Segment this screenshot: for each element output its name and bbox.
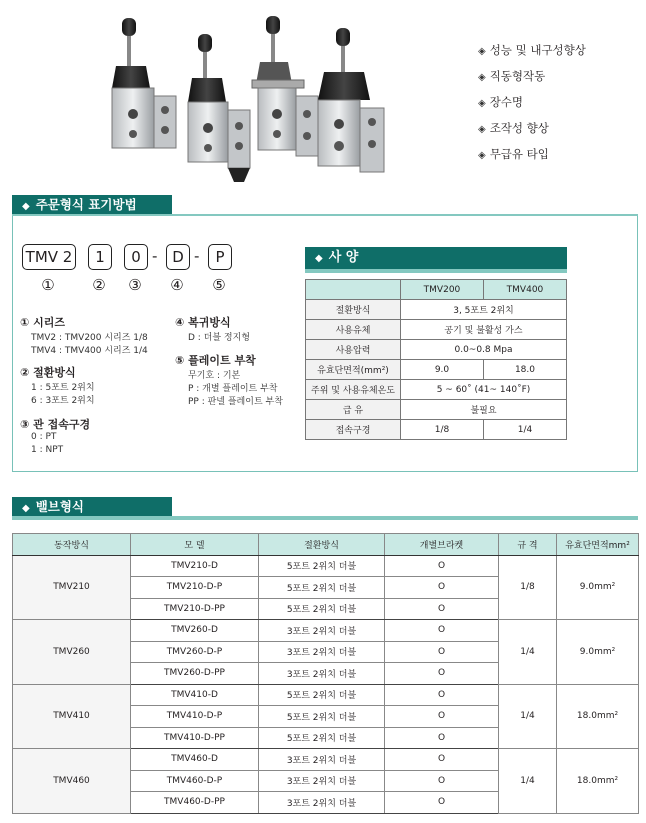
switch-cell: 3포트 2위치 더블 (259, 663, 385, 685)
table-row (13, 620, 639, 642)
switch-cell: 5포트 2위치 더블 (259, 577, 385, 599)
code-part-series: TMV 2 (22, 244, 76, 270)
table-row (13, 555, 639, 577)
table-cell: 0.0~0.8 Mpa (401, 340, 567, 360)
model-cell: TMV410-D (131, 684, 259, 706)
table-row (306, 360, 567, 380)
code-marker: ③ (128, 276, 142, 294)
diamond-icon: ◆ (315, 253, 323, 264)
option-plate-title: ⑤ 플레이트 부착 (175, 354, 256, 367)
option-line: P : 개별 플레이트 부착 (188, 384, 278, 394)
option-line: 0 : PT (31, 432, 57, 442)
table-cell: 3, 5포트 2위치 (401, 300, 567, 320)
table-header-cell: TMV400 (483, 280, 566, 300)
area-cell: 18.0mm² (557, 684, 639, 749)
switch-cell: 5포트 2위치 더블 (259, 727, 385, 749)
switch-cell: 3포트 2위치 더블 (259, 641, 385, 663)
table-cell (306, 280, 401, 300)
table-header-cell: TMV200 (401, 280, 484, 300)
area-cell: 18.0mm² (557, 749, 639, 814)
code-marker: ② (92, 276, 106, 294)
area-cell: 9.0mm² (557, 620, 639, 685)
diamond-icon: ◆ (22, 503, 30, 514)
diamond-icon: ◈ (478, 124, 486, 135)
diamond-icon: ◈ (478, 46, 486, 57)
option-switching-title: ② 절환방식 (20, 366, 76, 379)
code-dash: - (194, 247, 200, 265)
product-photos (100, 10, 390, 190)
feature-list (478, 38, 586, 168)
table-header-cell: 유효단면적mm² (557, 534, 639, 556)
switch-cell: 5포트 2위치 더블 (259, 706, 385, 728)
table-row (13, 749, 639, 771)
model-cell: TMV210-D-PP (131, 598, 259, 620)
switch-cell: 3포트 2위치 더블 (259, 770, 385, 792)
table-row (306, 400, 567, 420)
switch-cell: 5포트 2위치 더블 (259, 598, 385, 620)
bracket-cell: O (385, 598, 499, 620)
bracket-cell: O (385, 792, 499, 814)
table-cell: 18.0 (483, 360, 566, 380)
model-cell: TMV410-D-P (131, 706, 259, 728)
model-cell: TMV260-D (131, 620, 259, 642)
feature-item: ◈ 성능 및 내구성향상 (478, 43, 586, 57)
model-cell: TMV460-D-PP (131, 792, 259, 814)
valve-photo-4 (318, 28, 384, 172)
valve-photo-3 (252, 16, 318, 156)
code-marker: ④ (170, 276, 184, 294)
table-cell: 1/8 (401, 420, 484, 440)
row-label: 접속구경 (306, 420, 401, 440)
size-cell: 1/4 (499, 684, 557, 749)
row-label: 유효단면적(mm²) (306, 360, 401, 380)
diamond-icon: ◆ (22, 201, 30, 212)
bracket-cell: O (385, 620, 499, 642)
row-label: 급 유 (306, 400, 401, 420)
order-section-header: ◆ 주문형식 표기방법 (12, 195, 172, 215)
table-row (13, 684, 639, 706)
group-type-cell: TMV210 (13, 555, 131, 620)
table-cell: 9.0 (401, 360, 484, 380)
model-cell: TMV260-D-PP (131, 663, 259, 685)
switch-cell: 5포트 2위치 더블 (259, 684, 385, 706)
spec-table (305, 279, 567, 440)
bracket-cell: O (385, 663, 499, 685)
table-header-cell: 절환방식 (259, 534, 385, 556)
table-row (306, 280, 567, 300)
feature-item: ◈ 조작성 향상 (478, 121, 549, 135)
table-row (306, 300, 567, 320)
table-row (306, 320, 567, 340)
bracket-cell: O (385, 749, 499, 771)
diamond-icon: ◈ (478, 150, 486, 161)
feature-item: ◈ 무급유 타입 (478, 147, 549, 161)
size-cell: 1/8 (499, 555, 557, 620)
code-part-port: 0 (124, 244, 148, 270)
table-header-cell: 규 격 (499, 534, 557, 556)
model-cell: TMV460-D-P (131, 770, 259, 792)
size-cell: 1/4 (499, 620, 557, 685)
bracket-cell: O (385, 706, 499, 728)
section-divider (305, 269, 567, 273)
option-line: 무기호 : 기본 (188, 371, 241, 381)
area-cell: 9.0mm² (557, 555, 639, 620)
table-row (306, 380, 567, 400)
size-cell: 1/4 (499, 749, 557, 814)
valve-table (12, 533, 639, 814)
group-type-cell: TMV260 (13, 620, 131, 685)
option-line: TMV2 : TMV200 시리즈 1/8 (31, 333, 148, 343)
model-cell: TMV460-D (131, 749, 259, 771)
option-port-title: ③ 관 접속구경 (20, 418, 91, 431)
option-line: PP : 판넬 플레이트 부착 (188, 397, 283, 407)
table-header-cell: 모 델 (131, 534, 259, 556)
model-cell: TMV210-D (131, 555, 259, 577)
row-label: 사용압력 (306, 340, 401, 360)
option-return-title: ④ 복귀방식 (175, 316, 231, 329)
option-series-title: ① 시리즈 (20, 316, 66, 329)
bracket-cell: O (385, 577, 499, 599)
valve-photo-2 (188, 34, 250, 182)
group-type-cell: TMV410 (13, 684, 131, 749)
bracket-cell: O (385, 684, 499, 706)
code-part-plate: P (208, 244, 232, 270)
group-type-cell: TMV460 (13, 749, 131, 814)
option-line: D : 더블 정지형 (188, 333, 251, 343)
row-label: 절환방식 (306, 300, 401, 320)
table-row (306, 420, 567, 440)
bracket-cell: O (385, 727, 499, 749)
option-line: 1 : 5포트 2위치 (31, 383, 95, 393)
bracket-cell: O (385, 770, 499, 792)
diamond-icon: ◈ (478, 72, 486, 83)
option-line: TMV4 : TMV400 시리즈 1/4 (31, 346, 148, 356)
code-part-switching: 1 (88, 244, 112, 270)
table-header-cell: 개별브라켓 (385, 534, 499, 556)
table-cell: 5 ~ 60˚ (41~ 140˚F) (401, 380, 567, 400)
option-line: 6 : 3포트 2위치 (31, 396, 95, 406)
model-cell: TMV260-D-P (131, 641, 259, 663)
table-header-row (13, 534, 639, 556)
valve-section-header: ◆ 밸브형식 (12, 497, 172, 517)
switch-cell: 3포트 2위치 더블 (259, 749, 385, 771)
row-label: 사용유체 (306, 320, 401, 340)
code-marker: ⑤ (212, 276, 226, 294)
row-label: 주위 및 사용유체온도 (306, 380, 401, 400)
feature-item: ◈ 직동형작동 (478, 69, 546, 83)
bracket-cell: O (385, 641, 499, 663)
option-line: 1 : NPT (31, 445, 64, 455)
spec-title: ◆ 사 양 (305, 247, 567, 269)
bracket-cell: O (385, 555, 499, 577)
table-cell: 1/4 (483, 420, 566, 440)
table-cell: 불필요 (401, 400, 567, 420)
code-part-return: D (166, 244, 190, 270)
table-header-cell: 동작방식 (13, 534, 131, 556)
diamond-icon: ◈ (478, 98, 486, 109)
table-cell: 공기 및 불활성 가스 (401, 320, 567, 340)
valve-photo-1 (112, 18, 176, 148)
switch-cell: 3포트 2위치 더블 (259, 792, 385, 814)
section-divider (12, 516, 638, 520)
switch-cell: 5포트 2위치 더블 (259, 555, 385, 577)
feature-item: ◈ 장수명 (478, 95, 524, 109)
table-row (306, 340, 567, 360)
model-cell: TMV210-D-P (131, 577, 259, 599)
switch-cell: 3포트 2위치 더블 (259, 620, 385, 642)
code-marker: ① (41, 276, 55, 294)
code-dash: - (152, 247, 158, 265)
model-cell: TMV410-D-PP (131, 727, 259, 749)
